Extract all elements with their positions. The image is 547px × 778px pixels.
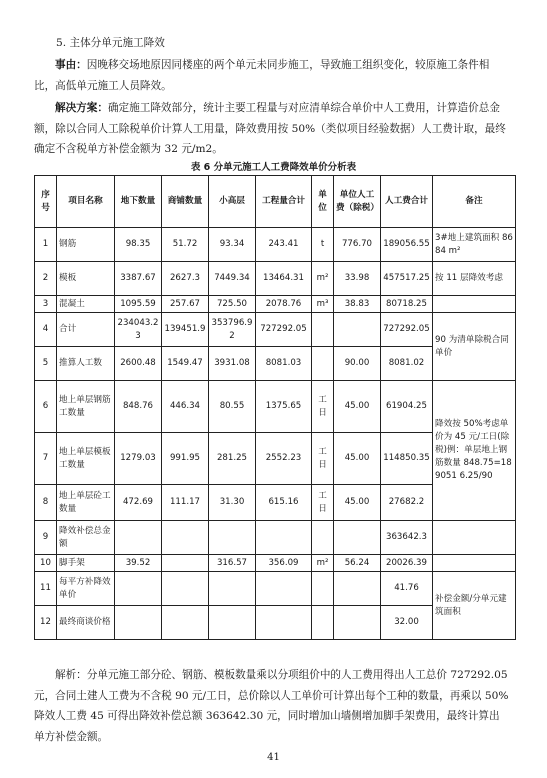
labor-cost-table: [34, 175, 516, 640]
cost-total-cell: 363642.3: [381, 521, 433, 555]
highrise-qty-cell: 31.30: [209, 485, 256, 521]
shop-qty-cell: [162, 572, 209, 606]
total-qty-cell: 243.41: [256, 228, 312, 262]
unit-cell: 工日: [312, 433, 334, 485]
header-cell: 地下数量: [115, 176, 162, 228]
note-cell: 按 11 层降效考虑: [433, 262, 516, 296]
underground-qty-cell: 3387.67: [115, 262, 162, 296]
seq-cell: 11: [35, 572, 57, 606]
table-row: [35, 313, 516, 347]
name-cell: 降效补偿总金额: [57, 521, 115, 555]
underground-qty-cell: 848.76: [115, 381, 162, 433]
highrise-qty-cell: 93.34: [209, 228, 256, 262]
table-row: [35, 228, 516, 262]
shop-qty-cell: 257.67: [162, 296, 209, 313]
unit-price-cell: [334, 313, 381, 347]
unit-price-cell: 56.24: [334, 555, 381, 572]
seq-cell: 3: [35, 296, 57, 313]
unit-cell: [312, 313, 334, 347]
cost-total-cell: 8081.02: [381, 347, 433, 381]
unit-cell: [312, 521, 334, 555]
total-qty-cell: [256, 572, 312, 606]
header-cell: 项目名称: [57, 176, 115, 228]
table-row: [35, 296, 516, 313]
total-qty-cell: 615.16: [256, 485, 312, 521]
shop-qty-cell: [162, 521, 209, 555]
unit-cell: [312, 347, 334, 381]
unit-price-cell: 45.00: [334, 381, 381, 433]
highrise-qty-cell: 80.55: [209, 381, 256, 433]
unit-price-cell: [334, 521, 381, 555]
cost-total-cell: 189056.55: [381, 228, 433, 262]
seq-cell: 12: [35, 606, 57, 640]
unit-cell: m²: [312, 262, 334, 296]
total-qty-cell: 727292.05: [256, 313, 312, 347]
highrise-qty-cell: 3931.08: [209, 347, 256, 381]
unit-cell: [312, 606, 334, 640]
unit-price-cell: 45.00: [334, 433, 381, 485]
seq-cell: 5: [35, 347, 57, 381]
unit-cell: m³: [312, 296, 334, 313]
table-row: [35, 381, 516, 433]
unit-cell: [312, 572, 334, 606]
solution-label: 解决方案：: [55, 102, 108, 114]
total-qty-cell: 8081.03: [256, 347, 312, 381]
shop-qty-cell: [162, 555, 209, 572]
underground-qty-cell: 1279.03: [115, 433, 162, 485]
seq-cell: 1: [35, 228, 57, 262]
cost-total-cell: 41.76: [381, 572, 433, 606]
highrise-qty-cell: [209, 606, 256, 640]
header-cell: 备注: [433, 176, 516, 228]
cost-total-cell: 27682.2: [381, 485, 433, 521]
unit-cell: 工日: [312, 485, 334, 521]
note-cell: 3#地上建筑面积 8684 m²: [433, 228, 516, 262]
underground-qty-cell: 472.69: [115, 485, 162, 521]
total-qty-cell: [256, 521, 312, 555]
seq-cell: 8: [35, 485, 57, 521]
header-cell: 工程量合计: [256, 176, 312, 228]
unit-price-cell: [334, 606, 381, 640]
cost-total-cell: 114850.35: [381, 433, 433, 485]
shop-qty-cell: 111.17: [162, 485, 209, 521]
name-cell: 钢筋: [57, 228, 115, 262]
header-cell: 序号: [35, 176, 57, 228]
unit-cell: t: [312, 228, 334, 262]
name-cell: 模板: [57, 262, 115, 296]
seq-cell: 6: [35, 381, 57, 433]
table-caption: 表 6 分单元施工人工费降效单价分析表: [190, 162, 357, 173]
name-cell: 地上单层模板工数量: [57, 433, 115, 485]
name-cell: 每平方补降效单价: [57, 572, 115, 606]
note-cell: [433, 296, 516, 313]
table-header-row: [35, 176, 516, 228]
underground-qty-cell: 2600.48: [115, 347, 162, 381]
table-row: [35, 262, 516, 296]
highrise-qty-cell: [209, 572, 256, 606]
header-cell: 人工费合计: [381, 176, 433, 228]
shop-qty-cell: 991.95: [162, 433, 209, 485]
underground-qty-cell: 98.35: [115, 228, 162, 262]
highrise-qty-cell: 281.25: [209, 433, 256, 485]
reason-text: 因晚移交场地原因同楼座的两个单元未同步施工，导致施工组织变化，较原施工条件相比，高低单元施工人员降效。: [34, 59, 490, 92]
table-row: [35, 572, 516, 606]
unit-price-cell: 90.00: [334, 347, 381, 381]
unit-price-cell: [334, 572, 381, 606]
unit-price-cell: 45.00: [334, 485, 381, 521]
total-qty-cell: 2552.23: [256, 433, 312, 485]
header-cell: 商铺数量: [162, 176, 209, 228]
total-qty-cell: [256, 606, 312, 640]
underground-qty-cell: [115, 606, 162, 640]
seq-cell: 7: [35, 433, 57, 485]
underground-qty-cell: 39.52: [115, 555, 162, 572]
shop-qty-cell: 1549.47: [162, 347, 209, 381]
cost-total-cell: 61904.25: [381, 381, 433, 433]
total-qty-cell: 13464.31: [256, 262, 312, 296]
name-cell: 合计: [57, 313, 115, 347]
section-heading: 5. 主体分单元施工降效: [56, 37, 165, 49]
note-cell: 降效按 50%考虑单价为 45 元/工日(除税)例：单层地上钢筋数量 848.75=189051 6.25/90: [433, 381, 516, 521]
highrise-qty-cell: 353796.92: [209, 313, 256, 347]
highrise-qty-cell: 7449.34: [209, 262, 256, 296]
seq-cell: 2: [35, 262, 57, 296]
underground-qty-cell: [115, 521, 162, 555]
unit-cell: m²: [312, 555, 334, 572]
unit-price-cell: 776.70: [334, 228, 381, 262]
name-cell: 推算人工数: [57, 347, 115, 381]
table-row: [35, 521, 516, 555]
header-cell: 单位: [312, 176, 334, 228]
seq-cell: 9: [35, 521, 57, 555]
analysis-label: 解析：: [55, 669, 87, 681]
name-cell: 地上单层钢筋工数量: [57, 381, 115, 433]
header-cell: 小高层: [209, 176, 256, 228]
total-qty-cell: 1375.65: [256, 381, 312, 433]
note-cell: 补偿金额/分单元建筑面积: [433, 572, 516, 640]
total-qty-cell: 2078.76: [256, 296, 312, 313]
note-cell: [433, 555, 516, 572]
header-cell: 单位人工费（除税）: [334, 176, 381, 228]
shop-qty-cell: 51.72: [162, 228, 209, 262]
solution-paragraph: [34, 98, 510, 160]
highrise-qty-cell: [209, 521, 256, 555]
note-cell: 90 为清单除税合同单价: [433, 313, 516, 381]
analysis-text: 分单元施工部分砼、钢筋、模板数量乘以分项组价中的人工费用得出人工总价 727292.05 元，合同土建人工费为不含税 90 元/工日，总价除以人工单价可计算出每个工种的数量，再乘以 50%降效人工费 45 可得出降效补偿总额 363642.30 元，同时增加山墙侧增加脚手架费用，最终计算出单方补偿金额。: [34, 669, 509, 743]
highrise-qty-cell: 725.50: [209, 296, 256, 313]
page-number: 41: [267, 752, 280, 763]
name-cell: 地上单层砼工数量: [57, 485, 115, 521]
unit-price-cell: 38.83: [334, 296, 381, 313]
shop-qty-cell: 139451.9: [162, 313, 209, 347]
underground-qty-cell: 1095.59: [115, 296, 162, 313]
unit-price-cell: 33.98: [334, 262, 381, 296]
name-cell: 最终商谈价格: [57, 606, 115, 640]
underground-qty-cell: [115, 572, 162, 606]
table-row: [35, 555, 516, 572]
shop-qty-cell: [162, 606, 209, 640]
cost-total-cell: 727292.05: [381, 313, 433, 347]
cost-total-cell: 32.00: [381, 606, 433, 640]
cost-total-cell: 20026.39: [381, 555, 433, 572]
shop-qty-cell: 2627.3: [162, 262, 209, 296]
name-cell: 脚手架: [57, 555, 115, 572]
highrise-qty-cell: 316.57: [209, 555, 256, 572]
shop-qty-cell: 446.34: [162, 381, 209, 433]
cost-total-cell: 457517.25: [381, 262, 433, 296]
seq-cell: 4: [35, 313, 57, 347]
reason-label: 事由：: [55, 59, 87, 71]
note-cell: [433, 521, 516, 555]
name-cell: 混凝土: [57, 296, 115, 313]
analysis-paragraph: [34, 665, 510, 747]
underground-qty-cell: 234043.23: [115, 313, 162, 347]
cost-total-cell: 80718.25: [381, 296, 433, 313]
unit-cell: 工日: [312, 381, 334, 433]
total-qty-cell: 356.09: [256, 555, 312, 572]
solution-text: 确定施工降效部分，统计主要工程量与对应清单综合单价中人工费用，计算造价总金额，除以合同人工除税单价计算人工用量，降效费用按 50%（类似项目经验数据）人工费计取，最终确定不含税单方补偿金额为 32 元/m2。: [34, 102, 506, 155]
reason-paragraph: [34, 55, 510, 96]
seq-cell: 10: [35, 555, 57, 572]
